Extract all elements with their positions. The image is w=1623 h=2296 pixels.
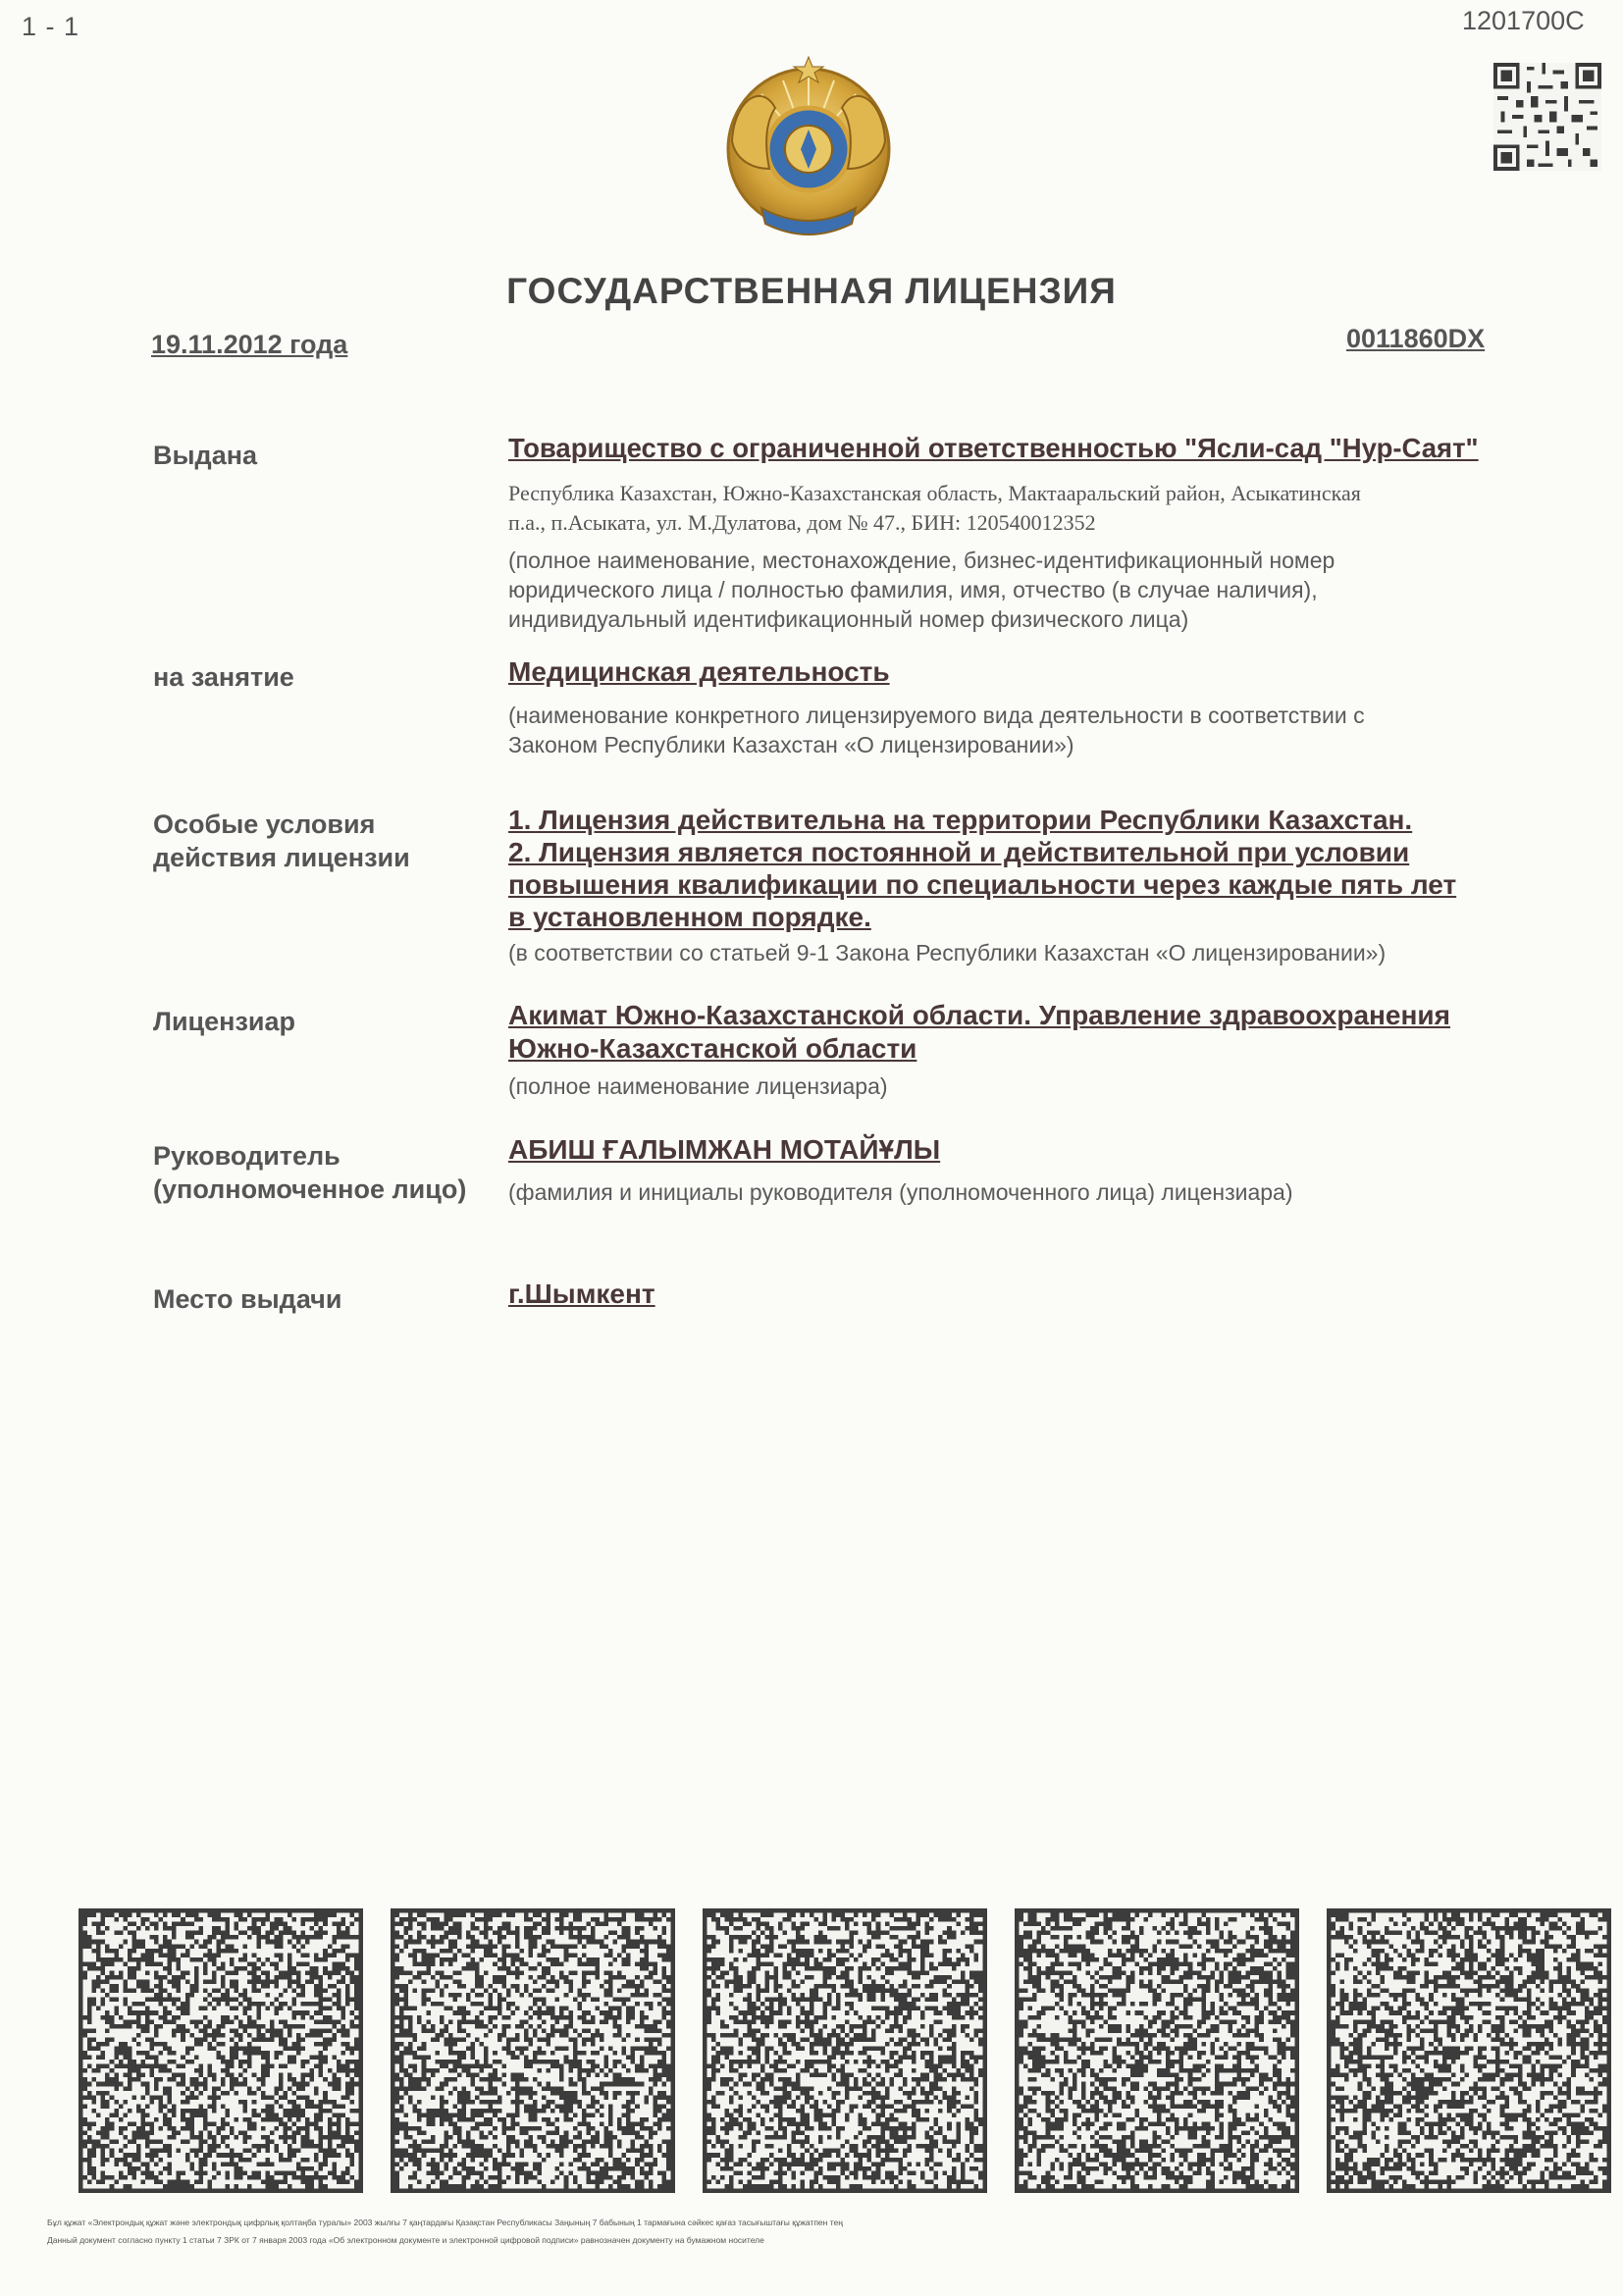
conditions-label-line2: действия лицензии <box>153 843 410 872</box>
conditions-value-line1: 1. Лицензия действительна на территории Республики Казахстан. <box>508 805 1413 835</box>
footer-line-2: Данный документ согласно пункту 1 статьи 7 ЗРК от 7 января 2003 года «Об электронном документе и электронной цифровой подписи» равнозначен документу на бумажном носителе <box>47 2235 764 2245</box>
activity-value: Медицинская деятельность <box>508 656 890 687</box>
document-id-fragment: 1201700C <box>1462 6 1585 35</box>
document-title: ГОСУДАРСТВЕННАЯ ЛИЦЕНЗИЯ <box>506 271 1117 311</box>
head-label-line1: Руководитель <box>153 1141 340 1171</box>
license-date: 19.11.2012 года <box>151 330 348 359</box>
qr-code-bottom-1-icon <box>79 1907 363 2194</box>
footer-legal-text <box>47 2214 1578 2249</box>
head-label-line2: (уполномоченное лицо) <box>153 1174 467 1204</box>
head-note: (фамилия и инициалы руководителя (уполномоченного лица) лицензиара) <box>508 1179 1293 1205</box>
conditions-note: (в соответствии со статьей 9-1 Закона Республики Казахстан «О лицензировании») <box>508 940 1387 965</box>
issued-to-value: Товарищество с ограниченной ответственностью "Ясли-сад "Нур-Саят" <box>508 433 1479 463</box>
issued-to-address-line1: Республика Казахстан, Южно-Казахстанская область, Мактааральский район, Асыкатинская <box>508 481 1361 505</box>
place-value: г.Шымкент <box>508 1278 655 1309</box>
issued-to-label: Выдана <box>153 441 258 470</box>
activity-label: на занятие <box>153 662 294 692</box>
license-number: 0011860DX <box>1346 324 1486 353</box>
licensor-value-line2: Южно-Казахстанской области <box>508 1033 917 1064</box>
head-value: АБИШ ҒАЛЫМЖАН МОТАЙҰЛЫ <box>508 1134 941 1165</box>
licensor-label: Лицензиар <box>153 1007 295 1036</box>
qr-code-bottom-2-icon <box>391 1907 675 2194</box>
qr-code-bottom-3-icon <box>703 1907 987 2194</box>
qr-code-bottom-5-icon <box>1327 1907 1611 2194</box>
conditions-label-line1: Особые условия <box>153 809 376 839</box>
conditions-value-line4: в установленном порядке. <box>508 902 871 932</box>
qr-code-bottom-4-icon <box>1015 1907 1299 2194</box>
state-emblem-icon <box>714 51 903 247</box>
page-marker: 1 - 1 <box>22 12 80 41</box>
issued-to-note-line1: (полное наименование, местонахождение, бизнес-идентификационный номер <box>508 548 1335 573</box>
activity-note-line2: Законом Республики Казахстан «О лицензировании») <box>508 732 1074 757</box>
licensor-value-line1: Акимат Южно-Казахстанской области. Управление здравоохранения <box>508 1000 1450 1030</box>
qr-code-top-icon <box>1493 59 1601 175</box>
issued-to-note-line2: юридического лица / полностью фамилия, имя, отчество (в случае наличия), <box>508 577 1318 602</box>
place-label: Место выдачи <box>153 1284 342 1314</box>
footer-line-1: Бұл құжат «Электрондық құжат және электрондық цифрлық қолтаңба туралы» 2003 жылғы 7 қаңтардағы Қазақстан Республикасы Заңының 7 бабының 1 тармағына сәйкес қағаз тасығыштағы құжатпен тең <box>47 2218 843 2227</box>
conditions-value-line3: повышения квалификации по специальности через каждые пять лет <box>508 869 1457 900</box>
issued-to-address-line2: п.а., п.Асыката, ул. М.Дулатова, дом № 47., БИН: 120540012352 <box>508 510 1096 535</box>
activity-note-line1: (наименование конкретного лицензируемого вида деятельности в соответствии с <box>508 703 1365 728</box>
conditions-value-line2: 2. Лицензия является постоянной и действительной при условии <box>508 837 1410 867</box>
licensor-note: (полное наименование лицензиара) <box>508 1073 888 1099</box>
issued-to-note-line3: индивидуальный идентификационный номер физического лица) <box>508 606 1189 632</box>
